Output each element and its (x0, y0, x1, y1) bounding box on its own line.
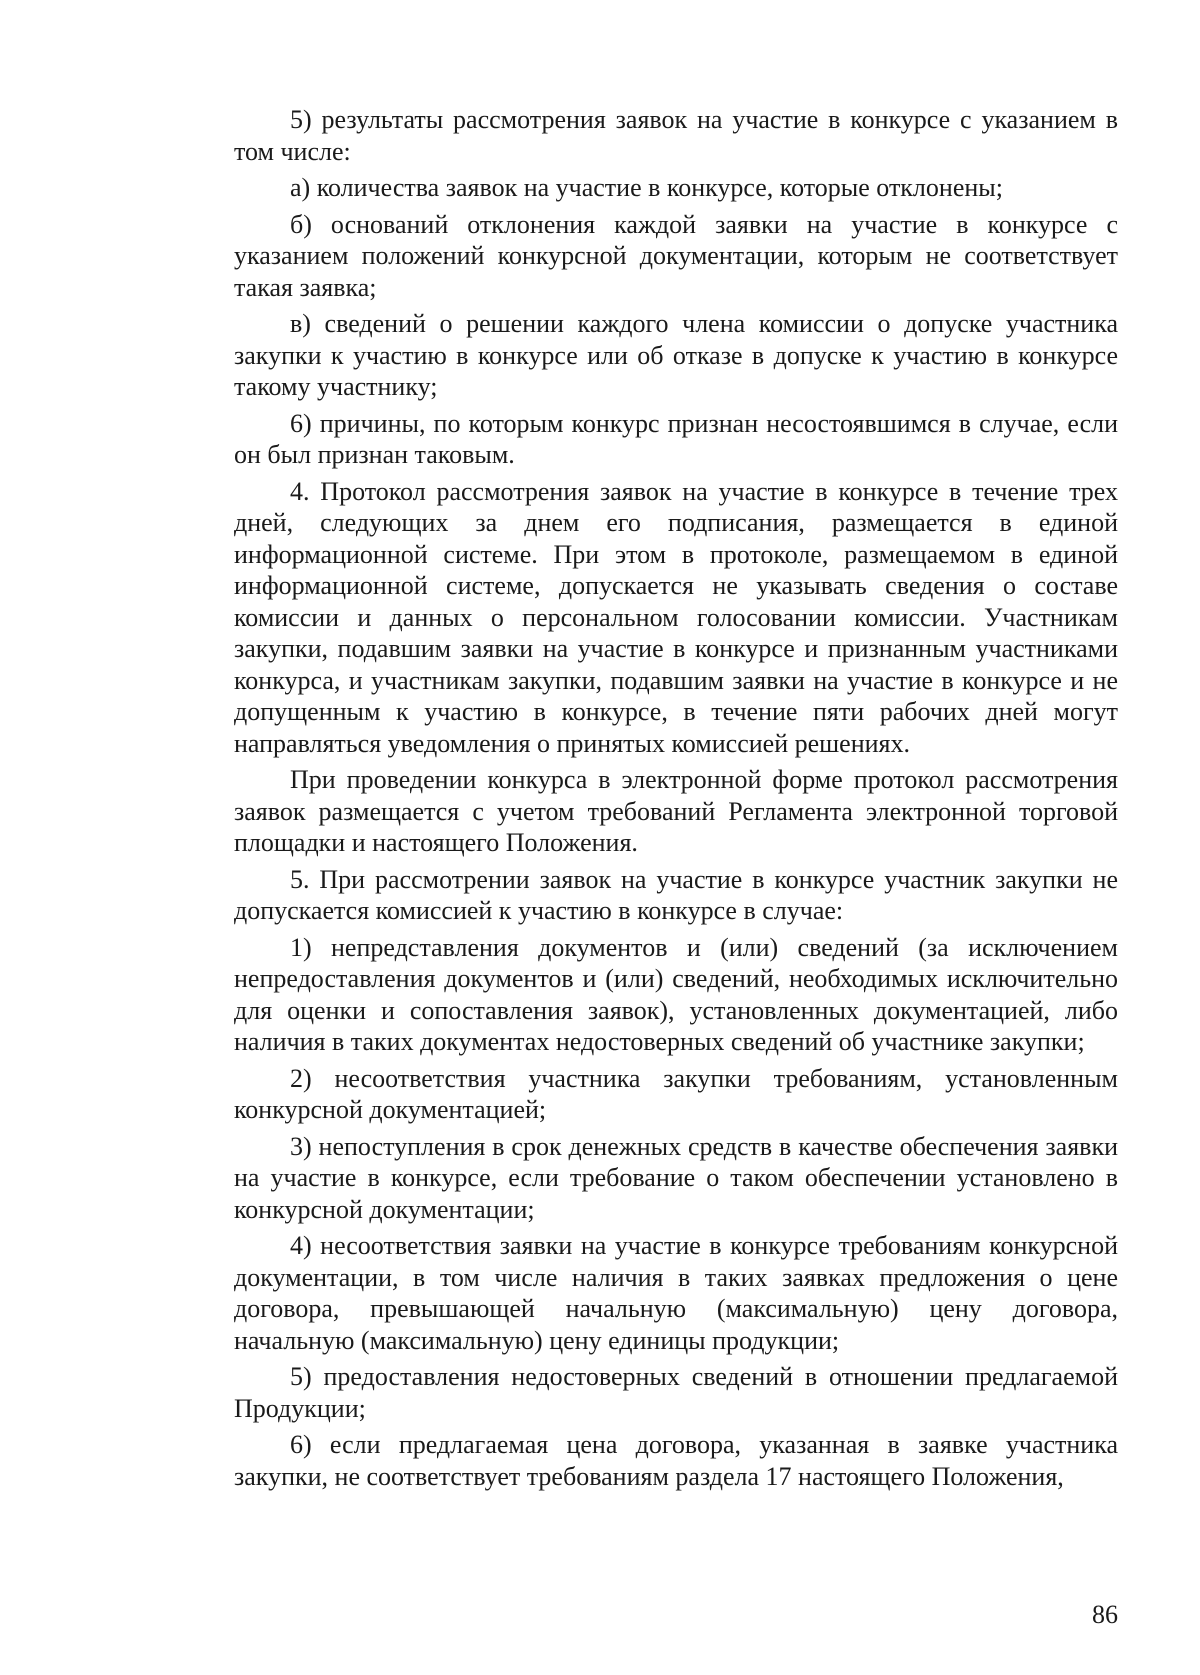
paragraph-subitem-b: б) оснований отклонения каждой заявки на участие в конкурсе с указанием положений конкурсной документации, которым не соответствует такая заявка; (234, 209, 1118, 302)
paragraph-condition-1: 1) непредставления документов и (или) сведений (за исключением непредоставления документов и (или) сведений, необходимых исключительно для оценки и сопоставления заявок), установленных документацией, либо наличия в таких документах недостоверных сведений об участнике закупки; (234, 932, 1118, 1056)
page-number: 86 (1092, 1600, 1118, 1629)
paragraph-subitem-a: а) количества заявок на участие в конкурсе, которые отклонены; (290, 173, 1003, 202)
document-body (234, 104, 1118, 1497)
paragraph-condition-6: 6) если предлагаемая цена договора, указанная в заявке участника закупки, не соответствует требованиям раздела 17 настоящего Положения, (234, 1430, 1118, 1491)
paragraph-subitem-v: в) сведений о решении каждого члена комиссии о допуске участника закупки к участию в конкурсе или об отказе в допуске к участию в конкурсе такому участнику; (234, 309, 1118, 401)
paragraph-section-5: 5. При рассмотрении заявок на участие в конкурсе участник закупки не допускается комиссией к участию в конкурсе в случае: (234, 864, 1118, 925)
paragraph-electronic-form: При проведении конкурса в электронной форме протокол рассмотрения заявок размещается с учетом требований Регламента электронной торговой площадки и настоящего Положения. (234, 765, 1118, 857)
paragraph-condition-2: 2) несоответствия участника закупки требованиям, установленным конкурсной документацией; (234, 1063, 1118, 1124)
paragraph-item-5-results: 5) результаты рассмотрения заявок на участие в конкурсе с указанием в том числе: (234, 105, 1118, 166)
paragraph-condition-3: 3) непоступления в срок денежных средств в качестве обеспечения заявки на участие в конкурсе, если требование о таком обеспечении установлено в конкурсной документации; (234, 1131, 1118, 1224)
paragraph-item-6-reasons: 6) причины, по которым конкурс признан несостоявшимся в случае, если он был признан таковым. (234, 408, 1118, 469)
paragraph-condition-4: 4) несоответствия заявки на участие в конкурсе требованиям конкурсной документации, в том числе наличия в таких заявках предложения о цене договора, превышающей начальную (максимальную) цену договора, начальную (максимальную) цену единицы продукции; (234, 1231, 1118, 1355)
paragraph-condition-5: 5) предоставления недостоверных сведений в отношении предлагаемой Продукции; (234, 1362, 1118, 1423)
paragraph-section-4: 4. Протокол рассмотрения заявок на участие в конкурсе в течение трех дней, следующих за днем его подписания, размещается в единой информационной системе. При этом в протоколе, размещаемом в единой информационной системе, допускается не указывать сведения о составе комиссии и данных о персональном голосовании комиссии. Участникам закупки, подавшим заявки на участие в конкурсе и признанным участниками конкурса, и участникам закупки, подавшим заявки на участие в конкурсе и не допущенным к участию в конкурсе, в течение пяти рабочих дней могут направляться уведомления о принятых комиссией решениях. (234, 476, 1118, 758)
